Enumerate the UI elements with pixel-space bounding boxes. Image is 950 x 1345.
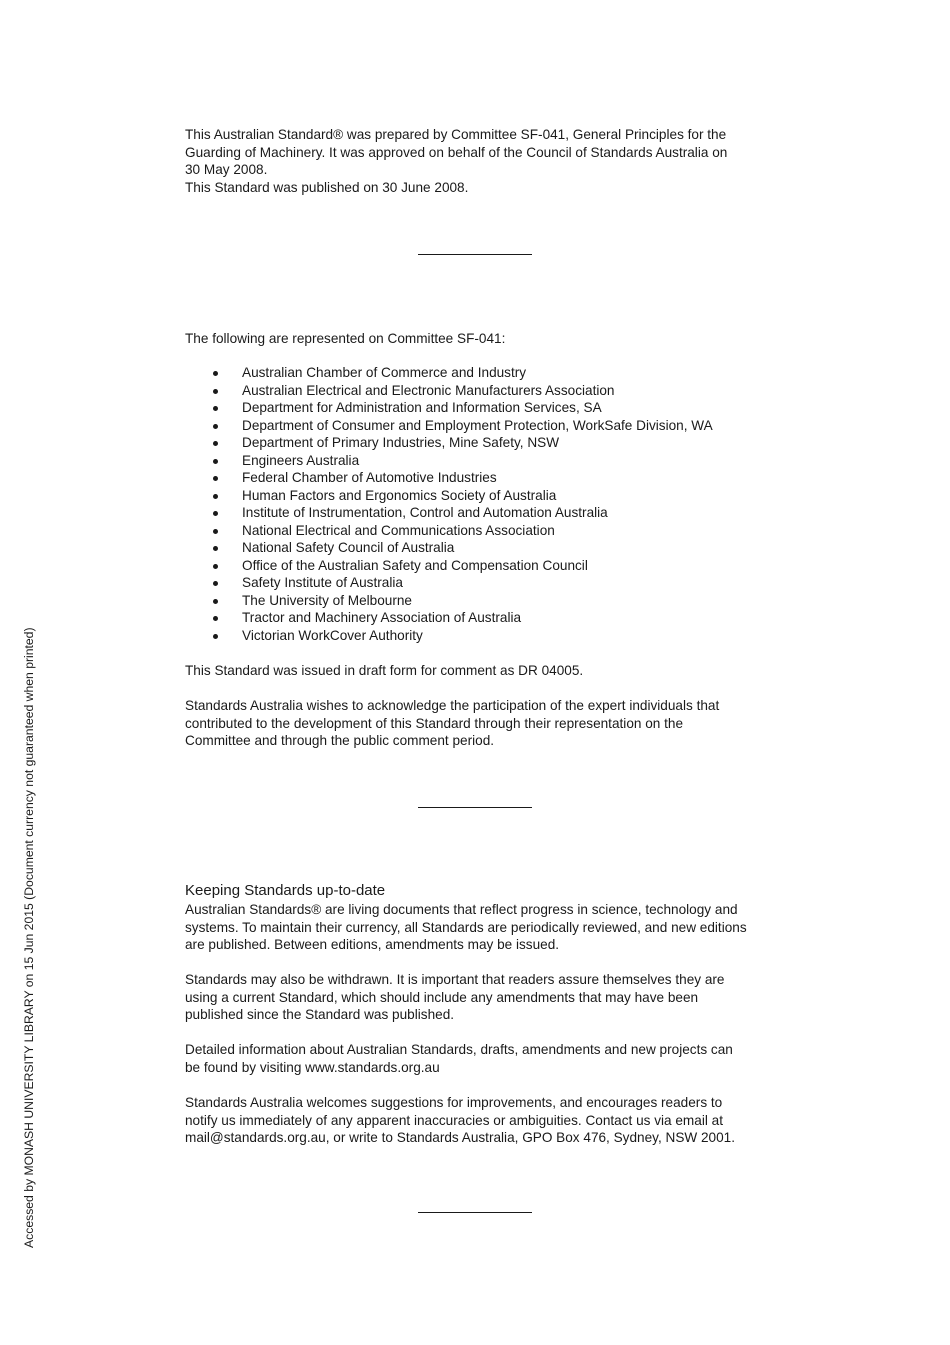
contact-line: mail@standards.org.au, or write to Standards Australia, GPO Box 476, Sydney, NSW 2001. (185, 1130, 736, 1145)
prep-line: This Australian Standard® was prepared by Committee SF-041, General Principles for the (185, 127, 727, 142)
committee-members (185, 364, 775, 644)
bullet-icon (213, 581, 218, 586)
ack-line: Standards Australia wishes to acknowledge the participation of the expert individuals that (185, 698, 720, 713)
keeping-paragraph-4 (185, 1094, 775, 1147)
list-item: Department for Administration and Information Services, SA (185, 399, 775, 417)
paragraph-line: systems. To maintain their currency, all Standards are periodically reviewed, and new editions (185, 919, 747, 935)
bullet-icon (213, 371, 218, 376)
paragraph-line: using a current Standard, which should include any amendments that may have been (185, 989, 699, 1005)
access-notice: Accessed by MONASH UNIVERSITY LIBRARY on 15 Jun 2015 (Document currency not guaranteed when printed) (22, 627, 36, 1248)
paragraph-line: Standards may also be withdrawn. It is important that readers assure themselves they are (185, 972, 725, 987)
bullet-icon (213, 441, 218, 446)
bullet-icon (213, 476, 218, 481)
list-item: Australian Electrical and Electronic Manufacturers Association (185, 382, 775, 400)
member-list (185, 364, 775, 644)
list-item: Institute of Instrumentation, Control and Automation Australia (185, 504, 775, 522)
draft-note-text: This Standard was issued in draft form for comment as DR 04005. (185, 663, 584, 678)
list-item: Engineers Australia (185, 452, 775, 470)
paragraph-line: are published. Between editions, amendments may be issued. (185, 937, 560, 952)
bullet-icon (213, 494, 218, 499)
committee-intro-text: The following are represented on Committee SF-041: (185, 331, 506, 346)
bullet-icon (213, 389, 218, 394)
bullet-icon (213, 599, 218, 604)
ack-line: contributed to the development of this Standard through their representation on the (185, 715, 684, 731)
list-item: Victorian WorkCover Authority (185, 627, 775, 645)
paragraph-line: published since the Standard was published. (185, 1007, 455, 1022)
bullet-icon (213, 546, 218, 551)
website-line: be found by visiting www.standards.org.au (185, 1059, 440, 1075)
bullet-icon (213, 424, 218, 429)
draft-note (185, 662, 775, 680)
section-divider (418, 254, 532, 255)
list-item: Australian Chamber of Commerce and Industry (185, 364, 775, 382)
list-item: Tractor and Machinery Association of Australia (185, 609, 775, 627)
keeping-paragraph-2 (185, 971, 775, 1024)
prep-line: Guarding of Machinery. It was approved on behalf of the Council of Standards Australia on (185, 144, 728, 160)
list-item: The University of Melbourne (185, 592, 775, 610)
list-item: Department of Primary Industries, Mine Safety, NSW (185, 434, 775, 452)
bullet-icon (213, 564, 218, 569)
list-item: Human Factors and Ergonomics Society of Australia (185, 487, 775, 505)
keeping-section (185, 881, 775, 900)
ack-line: Committee and through the public comment period. (185, 733, 495, 748)
preparation-notice (185, 126, 775, 196)
keeping-paragraph-1 (185, 901, 775, 954)
bullet-icon (213, 406, 218, 411)
list-item: National Electrical and Communications Association (185, 522, 775, 540)
paragraph-line: notify us immediately of any apparent inaccuracies or ambiguities. Contact us via email at (185, 1112, 723, 1128)
bullet-icon (213, 616, 218, 621)
paragraph-line: Detailed information about Australian Standards, drafts, amendments and new projects can (185, 1042, 733, 1057)
list-item: Federal Chamber of Automotive Industries (185, 469, 775, 487)
bullet-icon (213, 459, 218, 464)
keeping-paragraph-3 (185, 1041, 775, 1076)
paragraph-line: Standards Australia welcomes suggestions for improvements, and encourages readers to (185, 1095, 723, 1110)
list-item: National Safety Council of Australia (185, 539, 775, 557)
bullet-icon (213, 529, 218, 534)
section-divider (418, 807, 532, 808)
list-item: Office of the Australian Safety and Compensation Council (185, 557, 775, 575)
prep-line: 30 May 2008. (185, 162, 268, 177)
acknowledgement (185, 697, 775, 750)
section-heading: Keeping Standards up-to-date (185, 882, 386, 899)
section-divider (418, 1212, 532, 1213)
bullet-icon (213, 634, 218, 639)
paragraph-line: Australian Standards® are living documents that reflect progress in science, technology and (185, 902, 738, 917)
bullet-icon (213, 511, 218, 516)
publication-date: This Standard was published on 30 June 2008. (185, 179, 469, 195)
list-item: Safety Institute of Australia (185, 574, 775, 592)
committee-intro (185, 330, 775, 348)
list-item: Department of Consumer and Employment Protection, WorkSafe Division, WA (185, 417, 775, 435)
